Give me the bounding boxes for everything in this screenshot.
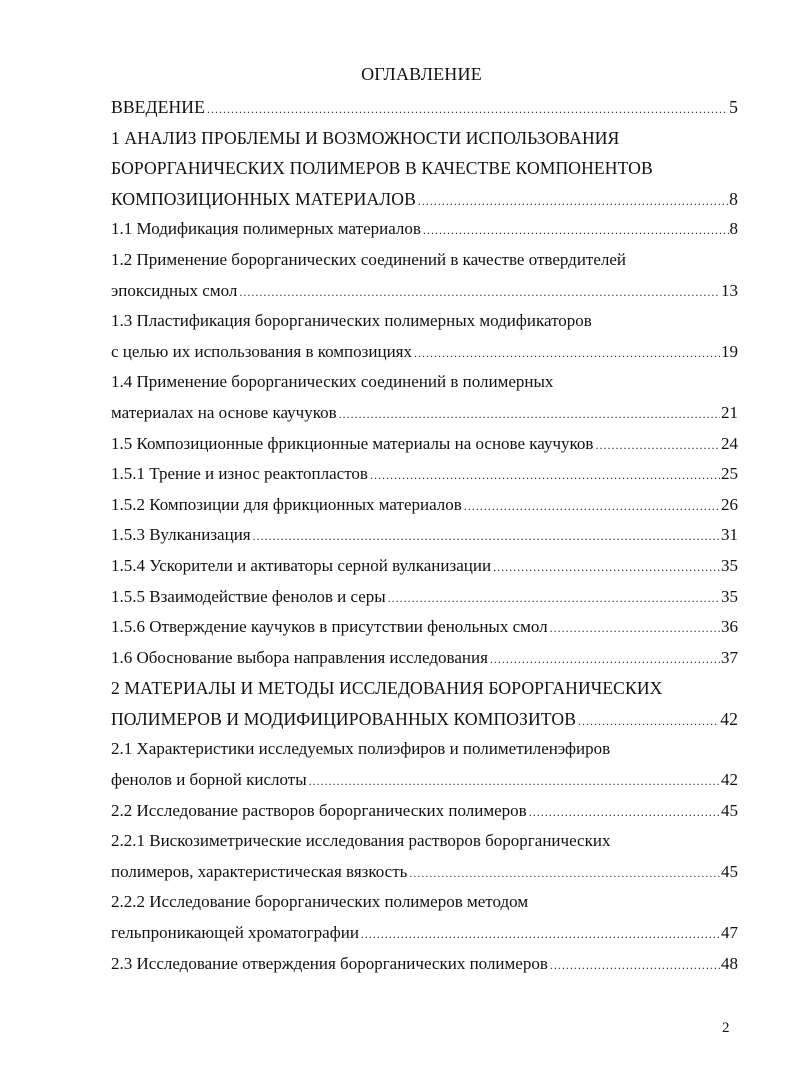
toc-entry-page: 45 (721, 800, 738, 820)
toc-entry-text: материалах на основе каучуков (111, 402, 337, 422)
toc-entry (111, 551, 738, 582)
toc-entry (111, 918, 738, 949)
toc-entry (111, 490, 738, 521)
toc-entry (111, 704, 738, 735)
toc-entry-page: 26 (721, 494, 738, 514)
toc-entry (111, 826, 738, 857)
toc-leader-dots (414, 338, 720, 369)
toc-entry-page: 24 (721, 433, 738, 453)
toc-entry-text: 1.5 Композиционные фрикционные материалы на основе каучуков (111, 433, 594, 453)
toc-entry (111, 214, 738, 245)
toc-entry (111, 123, 738, 154)
toc-entry (111, 367, 738, 398)
toc-entry-text: фенолов и борной кислоты (111, 770, 307, 790)
toc-leader-dots (388, 583, 720, 614)
toc-entry-page: 35 (721, 586, 738, 606)
toc-entry (111, 887, 738, 918)
toc-leader-dots (253, 521, 720, 552)
toc-entry-text: 1 АНАЛИЗ ПРОБЛЕМЫ И ВОЗМОЖНОСТИ ИСПОЛЬЗОВАНИЯ (111, 127, 620, 148)
toc-entry (111, 857, 738, 888)
toc-entry-text: КОМПОЗИЦИОННЫХ МАТЕРИАЛОВ (111, 188, 416, 209)
toc-entry (111, 582, 738, 613)
toc-entry (111, 612, 738, 643)
toc-entry-text: эпоксидных смол (111, 280, 238, 300)
toc-leader-dots (207, 94, 728, 125)
toc-entry-page: 36 (721, 617, 738, 637)
toc-entry (111, 796, 738, 827)
toc-entry (111, 459, 738, 490)
toc-leader-dots (339, 399, 720, 430)
toc-entry-page: 42 (720, 708, 738, 729)
toc-entry (111, 245, 738, 276)
toc-entry-text: 2.2.2 Исследование борорганических полимеров методом (111, 892, 529, 912)
toc-leader-dots (550, 950, 720, 981)
toc-leader-dots (423, 215, 729, 246)
toc-entry-text: 2 МАТЕРИАЛЫ И МЕТОДЫ ИССЛЕДОВАНИЯ БОРОРГАНИЧЕСКИХ (111, 678, 663, 699)
toc-entry-text: 1.5.4 Ускорители и активаторы серной вулканизации (111, 555, 492, 575)
toc-entry-text: 1.5.1 Трение и износ реактопластов (111, 464, 368, 484)
toc-entry (111, 429, 738, 460)
toc-leader-dots (239, 277, 720, 308)
toc-entry-page: 45 (721, 861, 738, 881)
toc-entry (111, 184, 738, 215)
toc-entry (111, 276, 738, 307)
toc-entry-page: 13 (721, 280, 738, 300)
toc-leader-dots (418, 186, 728, 217)
toc-entry-page: 21 (721, 402, 738, 422)
toc-entry-text: 1.5.3 Вулканизация (111, 525, 251, 545)
toc-leader-dots (578, 706, 719, 737)
toc-leader-dots (409, 858, 720, 889)
toc-entry-page: 47 (721, 923, 738, 943)
toc-leader-dots (529, 797, 720, 828)
toc-leader-dots (464, 491, 720, 522)
toc-entry-text: 1.2 Применение борорганических соединений в качестве отвердителей (111, 249, 627, 269)
toc-entry (111, 92, 738, 123)
toc-leader-dots (309, 766, 720, 797)
toc-entry (111, 337, 738, 368)
toc-entry-page: 8 (729, 188, 738, 209)
toc-entry-text: 1.1 Модификация полимерных материалов (111, 219, 421, 239)
toc-entry-page: 19 (721, 341, 738, 361)
toc-entry-page: 31 (721, 525, 738, 545)
toc-entry (111, 306, 738, 337)
toc-entry (111, 673, 738, 704)
toc-entry-text: полимеров, характеристическая вязкость (111, 861, 408, 881)
toc-entry-text: БОРОРГАНИЧЕСКИХ ПОЛИМЕРОВ В КАЧЕСТВЕ КОМПОНЕНТОВ (111, 158, 653, 179)
toc-entry-text: 2.3 Исследование отверждения борорганических полимеров (111, 953, 548, 973)
toc-entry-text: ВВЕДЕНИЕ (111, 97, 205, 117)
toc-entry-text: 2.2 Исследование растворов борорганических полимеров (111, 800, 527, 820)
toc-entry (111, 643, 738, 674)
page-number: 2 (722, 1020, 730, 1036)
toc-entry-page: 48 (721, 953, 738, 973)
table-of-contents (111, 92, 738, 979)
toc-leader-dots (550, 613, 720, 644)
toc-entry-text: 1.5.2 Композиции для фрикционных материалов (111, 494, 462, 514)
toc-leader-dots (595, 430, 720, 461)
toc-entry-page: 8 (729, 219, 738, 239)
toc-leader-dots (361, 919, 720, 950)
toc-entry-text: 1.4 Применение борорганических соединений в полимерных (111, 372, 554, 392)
toc-leader-dots (493, 552, 720, 583)
toc-entry-page: 37 (721, 647, 738, 667)
toc-entry-page: 35 (721, 555, 738, 575)
toc-entry-text: с целью их использования в композициях (111, 341, 412, 361)
toc-entry-text: 2.2.1 Вискозиметрические исследования растворов борорганических (111, 831, 611, 851)
toc-heading: ОГЛАВЛЕНИЕ (361, 64, 482, 84)
toc-entry-text: 1.5.6 Отверждение каучуков в присутствии фенольных смол (111, 617, 548, 637)
toc-entry-page: 5 (729, 97, 738, 117)
toc-entry (111, 765, 738, 796)
toc-entry (111, 398, 738, 429)
toc-entry (111, 734, 738, 765)
toc-entry-page: 42 (721, 770, 738, 790)
toc-entry-text: ПОЛИМЕРОВ И МОДИФИЦИРОВАННЫХ КОМПОЗИТОВ (111, 708, 577, 729)
toc-entry (111, 949, 738, 980)
toc-entry (111, 520, 738, 551)
toc-entry-text: гельпроникающей хроматографии (111, 923, 359, 943)
toc-entry-page: 25 (721, 464, 738, 484)
toc-leader-dots (490, 644, 720, 675)
toc-entry (111, 153, 738, 184)
toc-entry-text: 2.1 Характеристики исследуемых полиэфиров и полиметиленэфиров (111, 739, 611, 759)
toc-entry-text: 1.5.5 Взаимодействие фенолов и серы (111, 586, 386, 606)
toc-entry-text: 1.3 Пластификация борорганических полимерных модификаторов (111, 311, 592, 331)
toc-entry-text: 1.6 Обоснование выбора направления исследования (111, 647, 488, 667)
toc-leader-dots (370, 460, 720, 491)
